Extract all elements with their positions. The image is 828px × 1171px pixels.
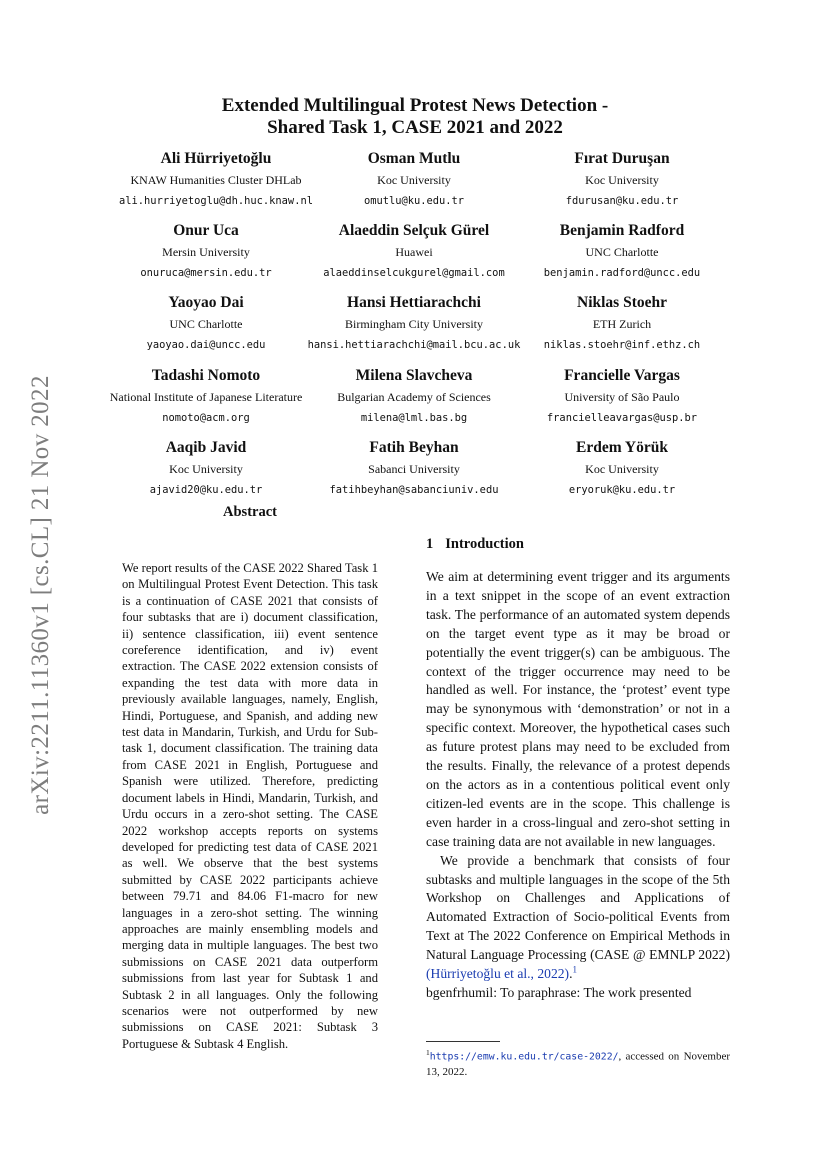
- author-name: Fatih Beyhan: [369, 439, 459, 456]
- author-email: francielleavargas@usp.br: [546, 412, 698, 424]
- author-name: Yaoyao Dai: [168, 294, 244, 311]
- author-name: Niklas Stoehr: [577, 294, 667, 311]
- section-heading: [426, 536, 524, 553]
- author-name: Aaqib Javid: [165, 439, 247, 456]
- intro-paragraph-2-text: We provide a benchmark that consists of four subtasks and multiple languages in the scope of the 5th Workshop on Challenges and Applications of Automated Extraction of Socio-political Events from Text at The 2022 Conference on Empirical Methods in Natural Language Processing (CASE @ EMNLP 2022): [426, 852, 730, 963]
- author-affiliation: ETH Zurich: [592, 317, 652, 331]
- author-email: yaoyao.dai@uncc.edu: [146, 339, 266, 351]
- citation-link[interactable]: (Hürriyetoğlu et al., 2022): [426, 966, 570, 982]
- intro-paragraph-1: We aim at determining event trigger and its arguments in a text snippet in the scope of an event extraction task. The performance of an automated system depends on the target event type as it may be broad or potentially the event trigger(s) can be ambiguous. The context of the trigger occurrence may need to be handled as well. For instance, the ‘protest’ event type may be synonymous with ‘demonstration’ or not in a specific context. Moreover, the hypothetical cases such as future protest plans may need to be excluded from the results. Finally, the relevance of a protest depends on the actors as in a contentious political event only citizen-led events are in the scope. This challenge is even harder in a cross-lingual and zero-shot setting in case training data are not available in new languages.: [426, 569, 730, 849]
- author-block: [492, 149, 752, 208]
- author-name: Benjamin Radford: [559, 222, 685, 239]
- author-email: fdurusan@ku.edu.tr: [565, 195, 679, 207]
- author-affiliation: Koc University: [585, 173, 659, 187]
- author-name: Onur Uca: [173, 222, 239, 239]
- author-name: Osman Mutlu: [367, 150, 461, 167]
- section-number: 1: [426, 536, 434, 552]
- footnote-url[interactable]: https://emw.ku.edu.tr/case-2022/: [429, 1051, 619, 1063]
- section-title: Introduction: [445, 536, 524, 552]
- paper-title: [120, 95, 710, 139]
- intro-paragraph-2: [426, 852, 730, 1003]
- author-name: Hansi Hettiarachchi: [347, 294, 481, 311]
- author-affiliation: University of São Paulo: [564, 390, 680, 404]
- author-email: benjamin.radford@uncc.edu: [543, 267, 701, 279]
- footnote: [426, 1046, 730, 1079]
- author-email: nomoto@acm.org: [162, 412, 250, 424]
- author-affiliation: Koc University: [377, 173, 451, 187]
- author-email: milena@lml.bas.bg: [360, 412, 468, 424]
- author-name: Ali Hürriyetoğlu: [160, 150, 272, 167]
- author-name: Alaeddin Selçuk Gürel: [338, 222, 490, 239]
- author-name: Fırat Duruşan: [574, 150, 670, 167]
- author-email: alaeddinselcukgurel@gmail.com: [323, 267, 505, 279]
- author-email: omutlu@ku.edu.tr: [363, 195, 465, 207]
- intro-paragraph-2-period: .: [569, 966, 573, 982]
- footnote-text: , accessed on November 13, 2022.: [426, 1050, 730, 1078]
- author-email: fatihbeyhan@sabanciuniv.edu: [329, 484, 499, 496]
- author-email: hansi.hettiarachchi@mail.bcu.ac.uk: [307, 339, 521, 351]
- author-name: Tadashi Nomoto: [151, 367, 261, 384]
- author-block: [492, 366, 752, 425]
- footnote-number: 1: [426, 1048, 430, 1057]
- intro-paragraph-2-tail: bgenfrhumil: To paraphrase: The work presented: [426, 984, 692, 1000]
- footnote-marker[interactable]: 1: [572, 964, 577, 975]
- author-affiliation: Koc University: [169, 462, 243, 476]
- author-affiliation: National Institute of Japanese Literature: [109, 390, 303, 404]
- author-email: ali.hurriyetoglu@dh.huc.knaw.nl: [119, 195, 313, 207]
- author-affiliation: Mersin University: [162, 245, 250, 259]
- author-email: niklas.stoehr@inf.ethz.ch: [543, 339, 701, 351]
- author-block: [492, 293, 752, 352]
- arxiv-stamp-container: [21, 310, 61, 880]
- title-line-2: Shared Task 1, CASE 2021 and 2022: [267, 117, 563, 138]
- introduction-body: [426, 568, 730, 1003]
- author-block: [492, 221, 752, 280]
- author-affiliation: Bulgarian Academy of Sciences: [337, 390, 491, 404]
- footnote-divider: [426, 1041, 500, 1042]
- title-line-1: Extended Multilingual Protest News Detection -: [221, 95, 609, 116]
- author-affiliation: Koc University: [585, 462, 659, 476]
- author-affiliation: Huawei: [395, 245, 433, 259]
- author-name: Francielle Vargas: [564, 367, 680, 384]
- author-name: Milena Slavcheva: [355, 367, 473, 384]
- arxiv-stamp: arXiv:2211.11360v1 [cs.CL] 21 Nov 2022: [27, 375, 54, 815]
- author-block: [492, 438, 752, 497]
- author-email: onuruca@mersin.edu.tr: [140, 267, 272, 279]
- abstract-text: We report results of the CASE 2022 Shared Task 1 on Multilingual Protest Event Detection. This task is a continuation of CASE 2021 that consists of four subtasks that are i) document classification, ii) sentence classification, iii) event sentence coreference identification, and iv) event extraction. The CASE 2022 extension consists of expanding the test data with more data in previously available languages, namely, English, Hindi, Portuguese, and Spanish, and adding new test data in Mandarin, Turkish, and Urdu for Sub-task 1, document classification. The training data from CASE 2021 in English, Portuguese and Spanish were utilized. Therefore, predicting document labels in Hindi, Mandarin, Turkish, and Urdu occurs in a zero-shot setting. The CASE 2022 workshop accepts reports on systems developed for predicting test data of CASE 2021 as well. We observe that the best systems submitted by CASE 2022 participants achieve between 79.71 and 84.06 F1-macro for new languages in a zero-shot setting. The winning approaches are mainly ensembling models and merging data in multiple languages. The best two submissions on CASE 2021 data outperform submissions from last year for Subtask 1 and Subtask 2 in all languages. Only the following scenarios were not outperformed by new submissions on CASE 2021: Subtask 3 Portuguese & Subtask 4 English.: [122, 561, 378, 1051]
- author-affiliation: Birmingham City University: [345, 317, 483, 331]
- author-email: eryoruk@ku.edu.tr: [568, 484, 676, 496]
- author-affiliation: UNC Charlotte: [169, 317, 243, 331]
- author-affiliation: Sabanci University: [368, 462, 460, 476]
- author-email: ajavid20@ku.edu.tr: [149, 484, 263, 496]
- author-affiliation: KNAW Humanities Cluster DHLab: [130, 173, 302, 187]
- abstract-heading: Abstract: [223, 504, 277, 520]
- author-affiliation: UNC Charlotte: [585, 245, 659, 259]
- author-name: Erdem Yörük: [576, 439, 668, 456]
